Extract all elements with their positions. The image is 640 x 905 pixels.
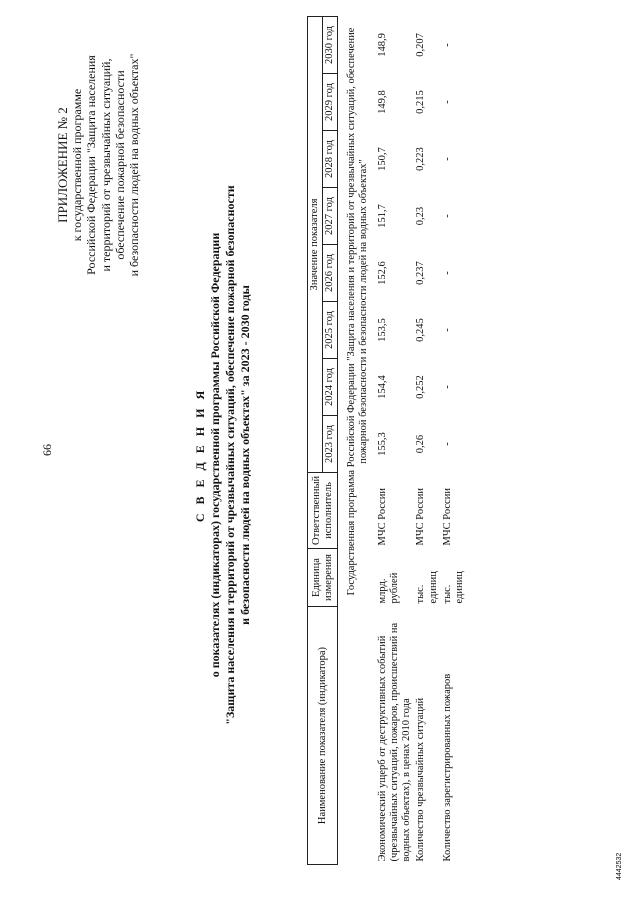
indicator-value: -	[441, 385, 453, 389]
program-row	[338, 16, 377, 864]
heading-word: С В Е Д Е Н И Я	[193, 387, 207, 523]
indicators-table-wrap	[307, 17, 467, 865]
annex-line: к государственной программе	[70, 88, 85, 242]
indicator-value: 150,7	[377, 147, 389, 171]
indicator-unit: млрд. рублей	[377, 572, 401, 604]
document-heading	[193, 155, 253, 755]
program-name: Государственная программа Российской Федерации "Защита населения и территорий от чрезвычайных ситуаций, обеспечение пожарной безопасности и безопасности людей на водных объектах"	[346, 27, 370, 596]
indicator-value: -	[441, 442, 453, 446]
indicator-value: -	[441, 43, 453, 47]
indicator-value: 148,9	[377, 33, 389, 57]
table-row	[414, 16, 440, 864]
page-number: 66	[40, 444, 54, 456]
annex-line: обеспечение пожарной безопасности	[112, 70, 127, 260]
indicator-value: -	[441, 214, 453, 218]
annex-line: и территорий от чрезвычайных ситуаций,	[98, 58, 113, 272]
table-row	[441, 16, 467, 864]
indicator-value: 0,26	[415, 434, 427, 454]
document-id: 4442532	[616, 852, 623, 880]
header-year: 2028 год	[323, 131, 338, 188]
indicator-value: 0,215	[415, 90, 427, 114]
header-unit: Единица измерения	[308, 549, 338, 607]
indicator-value: 0,237	[415, 261, 427, 285]
indicator-value: 153,5	[377, 318, 389, 342]
indicators-table	[307, 16, 467, 865]
indicator-value: 0,245	[415, 318, 427, 342]
indicator-unit: тыс. единиц	[441, 571, 465, 604]
heading-line: "Защита населения и территорий от чрезвычайных ситуаций, обеспечение пожарной безопасности	[223, 185, 237, 725]
header-year: 2027 год	[323, 188, 338, 245]
table-row	[376, 16, 414, 864]
indicator-name: Количество чрезвычайных ситуаций	[415, 697, 427, 862]
indicator-value: 154,4	[377, 375, 389, 399]
annex-line: Российской Федерации "Защита населения	[84, 55, 99, 275]
indicator-value: 155,3	[377, 432, 389, 456]
header-year: 2029 год	[323, 74, 338, 131]
annex-line: и безопасности людей на водных объектах"	[126, 53, 141, 277]
indicator-value: 0,207	[415, 33, 427, 57]
indicator-value: -	[441, 157, 453, 161]
indicator-value: 0,23	[415, 206, 427, 226]
indicator-value: -	[441, 100, 453, 104]
header-name: Наименование показателя (индикатора)	[308, 607, 338, 865]
header-year: 2023 год	[323, 416, 338, 473]
indicator-value: 152,6	[377, 261, 389, 285]
indicator-executor: МЧС России	[415, 488, 427, 546]
indicator-value: 149,8	[377, 90, 389, 114]
indicator-value: 0,223	[415, 147, 427, 171]
indicator-value: 151,7	[377, 204, 389, 228]
header-executor: Ответственный исполнитель	[308, 473, 338, 549]
heading-line: о показателях (индикаторах) государственной программы Российской Федерации	[208, 232, 222, 678]
indicator-name: Экономический ущерб от деструктивных событий (чрезвычайных ситуаций, пожаров, происшествий на водных объектах), в ценах 2010 года	[377, 622, 413, 862]
indicator-value: -	[441, 328, 453, 332]
annex-block	[55, 15, 141, 315]
header-year: 2030 год	[323, 16, 338, 73]
heading-line: и безопасности людей на водных объектах" за 2023 - 2030 годы	[238, 285, 252, 625]
indicator-executor: МЧС России	[377, 488, 389, 546]
header-year: 2025 год	[323, 302, 338, 359]
indicator-value: -	[441, 271, 453, 275]
indicator-unit: тыс. единиц	[415, 571, 439, 604]
header-year: 2026 год	[323, 245, 338, 302]
indicator-value: 0,252	[415, 375, 427, 399]
annex-title: ПРИЛОЖЕНИЕ № 2	[55, 107, 70, 223]
indicator-executor: МЧС России	[441, 488, 453, 546]
header-value-group: Значение показателя	[308, 16, 323, 472]
header-year: 2024 год	[323, 359, 338, 416]
indicator-name: Количество зарегистрированных пожаров	[441, 673, 453, 862]
